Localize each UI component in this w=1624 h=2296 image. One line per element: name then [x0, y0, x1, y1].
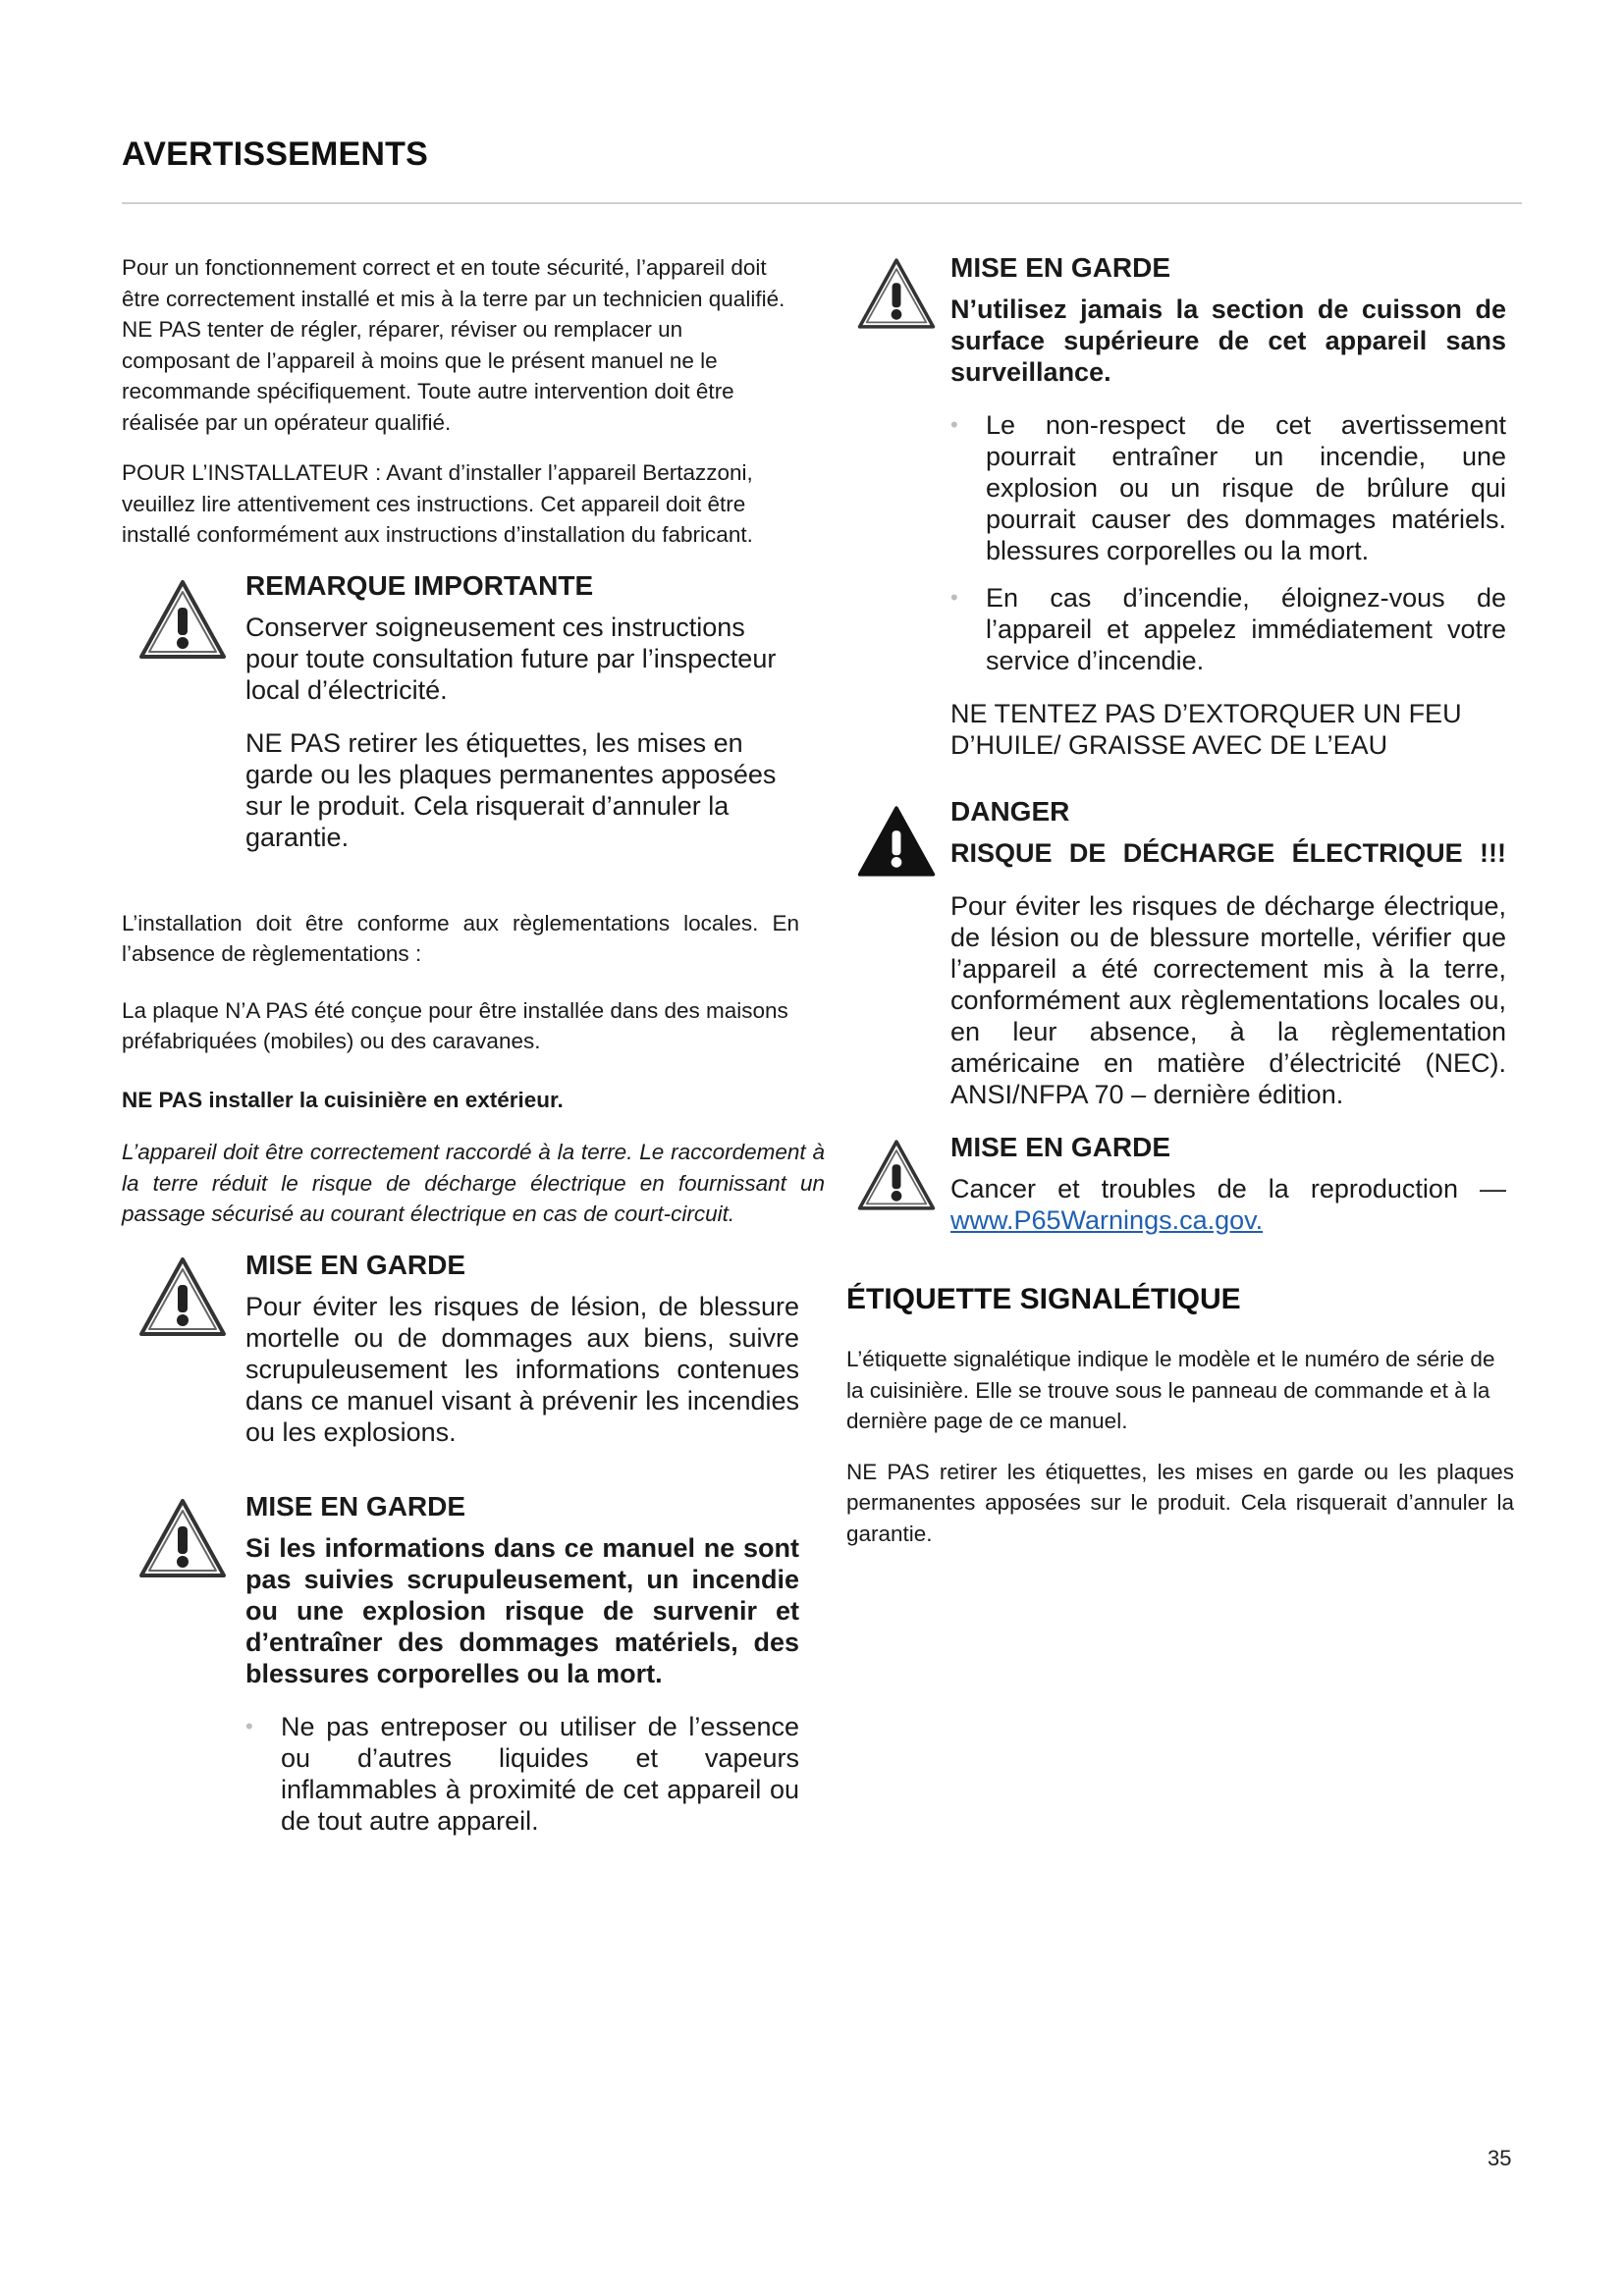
danger-body — [950, 796, 1506, 1132]
page-number: 35 — [1488, 2146, 1512, 2170]
caution-heading-1: MISE EN GARDE — [245, 1249, 466, 1280]
caution-block-3 — [846, 252, 1506, 782]
important-notice-text-1: Conserver soigneusement ces instructions pour toute consultation future par l’inspecteur local d’électricité. — [245, 612, 777, 705]
bullet-icon: • — [950, 585, 958, 610]
caution-triangle-icon — [856, 1138, 937, 1217]
mobile-homes-paragraph: La plaque N’A PAS été conçue pour être installée dans des maisons préfabriquées (mobiles) ou des caravanes. — [122, 997, 788, 1053]
caution-block-2 — [122, 1491, 799, 1858]
list-item: • Ne pas entreposer ou utiliser de l’essence ou d’autres liquides et vapeurs inflammables à proximité de cet appareil ou de tout autre appareil. — [245, 1711, 799, 1836]
caution-body-3 — [950, 252, 1506, 782]
label-paragraph-2: NE PAS retirer les étiquettes, les mises en garde ou les plaques permanentes apposées sur le produit. Cela risquerait d’annuler la garantie. — [846, 1459, 1514, 1546]
warning-triangle-icon — [137, 578, 228, 666]
bullet-icon: • — [245, 1713, 253, 1738]
list-item: • Le non-respect de cet avertissement pourrait entraîner un incendie, une explosion ou un risque de brûlure qui pourrait causer des dommages matériels. blessures corporelles ou la mort. — [950, 410, 1506, 565]
intro-paragraph: Pour un fonctionnement correct et en toute sécurité, l’appareil doit être correctement installé et mis à la terre par un technicien qualifié. NE PAS tenter de régler, réparer, réviser ou remplacer un composant de l’appareil à moins que le présent manuel ne le recommande spécifiquement. Toute autre intervention doit être réalisée par un opérateur qualifié. — [122, 255, 785, 435]
important-notice-block — [122, 570, 799, 875]
caution-triangle-icon — [137, 1497, 228, 1584]
installation-paragraph: L’installation doit être conforme aux règlementations locales. En l’absence de règlementations : — [122, 910, 799, 966]
outdoor-paragraph: NE PAS installer la cuisinière en extérieur. — [122, 1087, 564, 1112]
caution-block-1 — [122, 1250, 799, 1469]
grounding-paragraph: L’appareil doit être correctement raccordé à la terre. Le raccordement à la terre réduit le risque de décharge électrique en fournissant un passage sécurisé au courant électrique en cas de court-circuit. — [122, 1140, 825, 1226]
caution-body-2 — [245, 1491, 799, 1858]
title-divider — [122, 202, 1522, 204]
prop65-link[interactable]: www.P65Warnings.ca.gov. — [950, 1205, 1264, 1235]
right-column — [846, 252, 1514, 1569]
caution-body-1 — [245, 1250, 799, 1469]
bullet-icon: • — [950, 412, 958, 437]
list-item: • En cas d’incendie, éloignez-vous de l’appareil et appelez immédiatement votre service d’incendie. — [950, 583, 1506, 675]
important-notice-body — [245, 570, 799, 875]
label-section-title: ÉTIQUETTE SIGNALÉTIQUE — [846, 1283, 1241, 1315]
important-notice-heading: REMARQUE IMPORTANTE — [245, 569, 594, 601]
caution-bullet-list-2 — [245, 1711, 799, 1837]
danger-text: Pour éviter les risques de décharge électrique, de lésion ou de blessure mortelle, vérifier que l’appareil a été correctement mis à la terre, conformément aux règlementations locales ou, en leur absence, à la règlementation américaine en matière d’électricité (NEC). ANSI/NFPA 70 – dernière édition. — [950, 891, 1506, 1109]
danger-block — [846, 796, 1506, 1132]
caution-text-3: N’utilisez jamais la section de cuisson de surface supérieure de cet appareil sans surveillance. — [950, 294, 1506, 387]
danger-heading: DANGER — [950, 796, 1070, 827]
installer-paragraph: POUR L’INSTALLATEUR : Avant d’installer l’appareil Bertazzoni, veuillez lire attentivement ces instructions. Cet appareil doit être installé conformément aux instructions d’installation du fabricant. — [122, 460, 753, 547]
caution-heading-3: MISE EN GARDE — [950, 252, 1171, 283]
oil-fire-warning: NE TENTEZ PAS D’EXTORQUER UN FEU D’HUILE/ GRAISSE AVEC DE L’EAU — [950, 699, 1462, 760]
caution-text-2: Si les informations dans ce manuel ne sont pas suivies scrupuleusement, un incendie ou une explosion risque de survenir et d’entraîner des dommages matériels, des blessures corporelles ou la mort. — [245, 1532, 799, 1688]
left-column — [122, 252, 825, 1858]
danger-triangle-icon — [856, 804, 937, 883]
label-paragraph-1: L’étiquette signalétique indique le modèle et le numéro de série de la cuisinière. Elle se trouve sous le panneau de commande et à la dernière page de ce manuel. — [846, 1347, 1495, 1433]
caution-block-4 — [846, 1132, 1506, 1236]
caution-triangle-icon — [137, 1255, 228, 1343]
caution-heading-2: MISE EN GARDE — [245, 1490, 466, 1522]
important-notice-text-2: NE PAS retirer les étiquettes, les mises en garde ou les plaques permanentes apposées sur le produit. Cela risquerait d’annuler la garantie. — [245, 727, 777, 852]
caution-triangle-icon — [856, 256, 937, 336]
caution-heading-4: MISE EN GARDE — [950, 1132, 1171, 1162]
caution-bullet-list-3 — [950, 409, 1506, 676]
prop65-text: Cancer et troubles de la reproduction — — [950, 1174, 1506, 1203]
page-title: AVERTISSEMENTS — [122, 135, 428, 173]
danger-subheading: RISQUE DE DÉCHARGE ÉLECTRIQUE !!! — [950, 838, 1506, 868]
caution-text-1: Pour éviter les risques de lésion, de blessure mortelle ou de dommages aux biens, suivre scrupuleusement les informations contenues dans ce manuel visant à prévenir les incendies ou les explosions. — [245, 1291, 799, 1447]
caution-body-4 — [950, 1132, 1506, 1236]
